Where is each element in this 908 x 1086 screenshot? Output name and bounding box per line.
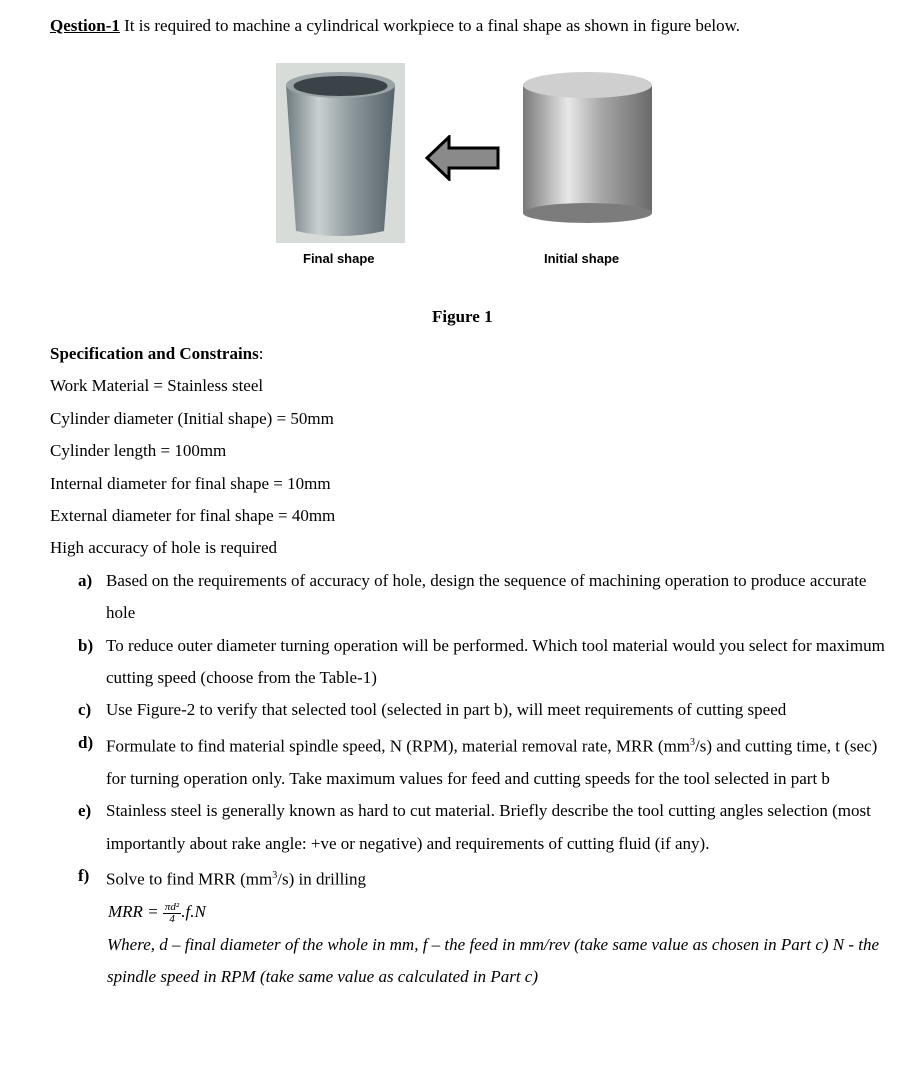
list-item	[50, 727, 890, 795]
spec-colon: :	[258, 344, 264, 363]
spec-line: Cylinder length = 100mm	[50, 441, 227, 461]
spec-line: Cylinder diameter (Initial shape) = 50mm	[50, 408, 334, 428]
spec-line: High accuracy of hole is required	[50, 538, 278, 558]
question-title	[50, 16, 740, 36]
where-text: Where, d – final diameter of the whole in mm, f – the feed in mm/rev (take same value as chosen in Part c) N - the spindle speed in RPM (take same value as calculated in Part c)	[107, 934, 880, 987]
formula-lhs: MRR =	[108, 902, 163, 922]
superscript: 3	[690, 736, 696, 748]
list-item	[50, 860, 890, 896]
item-marker: c)	[78, 700, 92, 720]
item-marker: d)	[78, 732, 94, 752]
list-item	[50, 565, 890, 630]
spec-heading-text: Specification and Constrains	[50, 344, 259, 363]
item-text	[106, 860, 890, 896]
item-text: Based on the requirements of accuracy of hole, design the sequence of machining operation to produce accurate hole	[106, 570, 867, 623]
formula-numerator: πd²	[164, 900, 180, 913]
item-text: To reduce outer diameter turning operation will be performed. Which tool material would you select for maximum cutting speed (choose from the Table-1)	[106, 635, 885, 688]
list-item	[50, 694, 890, 726]
spec-line: Internal diameter for final shape = 10mm	[50, 473, 331, 493]
item-marker: f)	[78, 866, 90, 886]
item-text-part: /s) in drilling	[277, 869, 367, 889]
figure-caption: Figure 1	[432, 307, 493, 326]
item-text-part: Formulate to find material spindle speed, N (RPM), material removal rate, MRR (mm	[106, 736, 691, 756]
question-label: Qestion-1	[50, 16, 120, 35]
item-marker: b)	[78, 635, 94, 655]
item-marker: e)	[78, 801, 92, 821]
arrow-left-icon	[425, 135, 501, 186]
item-text-part: Solve to find MRR (mm	[106, 869, 273, 889]
spec-line: Work Material = Stainless steel	[50, 376, 264, 396]
question-text: It is required to machine a cylindrical workpiece to a final shape as shown in figure below.	[119, 16, 741, 35]
formula-denominator: 4	[169, 912, 175, 925]
superscript: 3	[272, 870, 278, 882]
list-item	[50, 795, 890, 860]
initial-shape-label: Initial shape	[544, 251, 620, 266]
list-item	[50, 630, 890, 695]
mrr-formula	[108, 896, 890, 928]
item-marker: a)	[78, 570, 93, 590]
formula-fraction	[163, 902, 181, 925]
initial-shape-image	[520, 70, 655, 225]
final-shape-label: Final shape	[303, 251, 375, 266]
spec-heading	[50, 338, 890, 370]
question-body	[50, 338, 890, 993]
item-text	[106, 727, 890, 795]
formula-rhs: .f.N	[181, 902, 206, 922]
item-text: Use Figure-2 to verify that selected tool (selected in part b), will meet requirements of cutting speed	[106, 700, 787, 720]
final-shape-image	[276, 63, 405, 243]
spec-line: External diameter for final shape = 40mm	[50, 506, 336, 526]
item-text: Stainless steel is generally known as hard to cut material. Briefly describe the tool cutting angles selection (most importantly about rake angle: +ve or negative) and requirements of cutting fluid (if any).	[106, 801, 871, 853]
item-text-part: /s) and cutting time, t (sec) for turning operation only. Take maximum values for feed and cutting speeds for the tool selected in part b	[106, 736, 878, 788]
